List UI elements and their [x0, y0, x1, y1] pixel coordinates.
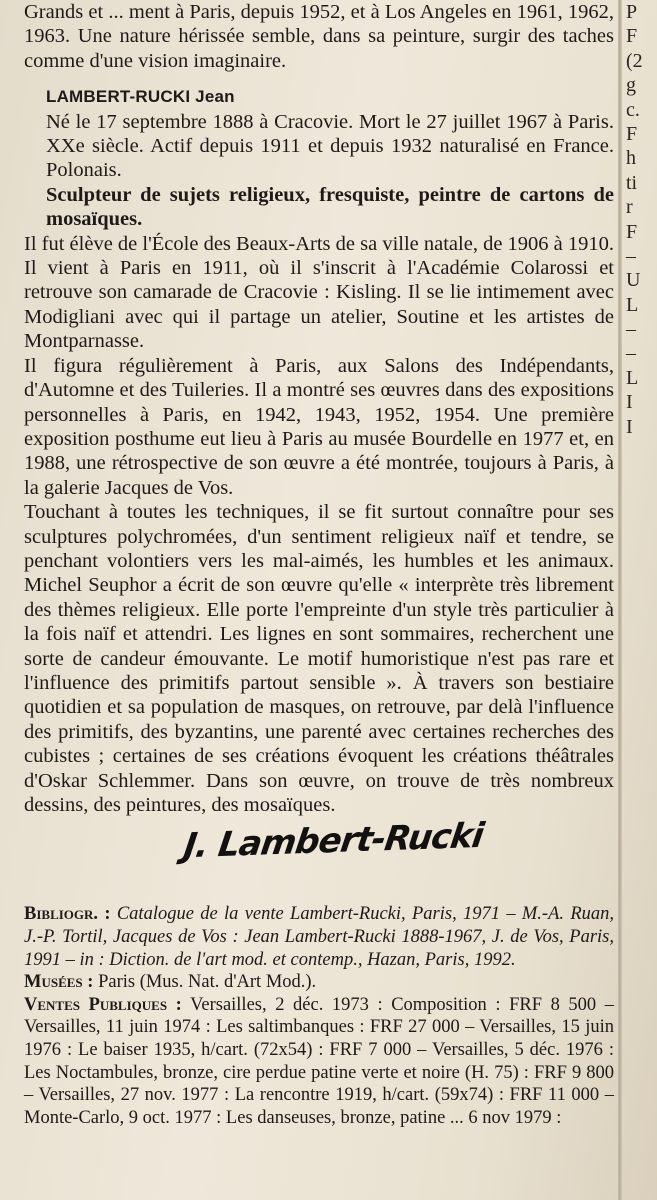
- entry-paragraph-1: Il fut élève de l'École des Beaux-Arts de sa ville natale, de 1906 à 1910. Il vient à Paris en 1911, où il s'inscrit à l'Académie Colarossi et retrouve son camarade de Cracovie : Kisling. Il se lie intimement avec Modigliani avec qui il partage un atelier, Soutine et les artistes de Montparnasse.: [24, 232, 615, 353]
- entry-paragraph-2: Il figura régulièrement à Paris, aux Salons des Indépendants, d'Automne et des Tuileries. Il a montré ses œuvres dans des expositions personnelles à Paris, en 1942, 1943, 1952, 1954. Une première exposition posthume eut lieu à Paris au musée Bourdelle en 1977 et, en 1988, une rétrospective de son œuvre a été montrée, toujours à Paris, à la galerie Jacques de Vos.: [24, 354, 614, 499]
- adjacent-fragment: F: [626, 122, 638, 145]
- public-sales-text: Versailles, 2 déc. 1973 : Composition : FRF 8 500 – Versailles, 11 juin 1974 : Les saltimbanques : FRF 27 000 – Versailles, 15 juin 1976 : Le baiser 1935, h/cart. (72x54) : FRF 7 000 – Versailles, 5 déc. 1976 : Les Noctambules, bronze, cire perdue patine verte et noire (H. 75) : FRF 9 800 – Versailles, 27 nov. 1977 : La rencontre 1919, h/cart. (59x74) : FRF 11 000 – Monte-Carlo, 9 oct. 1977 : Les danseuses, bronze, patine ... 6 nov 1979 :: [24, 994, 614, 1128]
- museums: [24, 971, 614, 994]
- museums-text: Paris (Mus. Nat. d'Art Mod.).: [98, 972, 317, 993]
- dictionary-column: [24, 0, 614, 1129]
- adjacent-fragment: U: [626, 269, 641, 292]
- entry-heading: LAMBERT-RUCKI Jean: [46, 87, 235, 107]
- adjacent-fragment: h: [626, 147, 636, 170]
- adjacent-fragment: P: [626, 1, 638, 23]
- adjacent-fragment: (2: [626, 49, 643, 72]
- entry-role: Sculpteur de sujets religieux, fresquiste, peintre de cartons de mosaïques.: [46, 183, 614, 231]
- previous-entry-text: Grands et ... ment à Paris, depuis 1952, et à Los Angeles en 1961, 1962, 1963. Une nature hérissée semble, dans sa peinture, surgir des taches comme d'une vision imaginaire.: [24, 1, 614, 72]
- adjacent-fragment: I: [626, 391, 633, 414]
- entry-bio: Né le 17 septembre 1888 à Cracovie. Mort le 27 juillet 1967 à Paris. XXe siècle. Actif depuis 1911 et depuis 1932 naturalisé en France. Polonais.: [46, 110, 614, 182]
- adjacent-fragment: –: [626, 244, 636, 267]
- adjacent-fragment: I: [626, 415, 633, 438]
- adjacent-fragment: L: [626, 293, 639, 316]
- public-sales: [24, 994, 614, 1130]
- public-sales-label: Ventes Publiques :: [24, 994, 182, 1015]
- bibliography-label: Bibliogr. :: [24, 904, 111, 925]
- adjacent-fragment: –: [626, 342, 636, 365]
- adjacent-fragment: F: [626, 25, 638, 48]
- adjacent-fragment: ti: [626, 171, 638, 194]
- adjacent-fragment: r: [626, 196, 633, 219]
- bibliography: [24, 903, 614, 971]
- adjacent-fragment: c.: [626, 98, 640, 121]
- adjacent-fragment: g: [626, 74, 636, 97]
- adjacent-fragment: L: [626, 366, 639, 389]
- adjacent-fragment: –: [626, 318, 636, 341]
- entry-paragraph-3: Touchant à toutes les techniques, il se fit surtout connaître pour ses sculptures polychromées, d'un sentiment religieux naïf et tendre, se penchant volontiers vers les mal-aimés, les humbles et les animaux. Michel Seuphor a écrit de son œuvre qu'elle « interprète très librement des thèmes religieux. Elle porte l'empreinte d'un style très particulier à la fois naïf et attendri. Les lignes en sont sommaires, recherchent une sorte de candeur émouvante. Le motif humoristique n'est pas rare et l'influence des primitifs partout sensible ». À travers son bestiaire quotidien et sa population de masques, on retrouve, par delà l'influence des primitifs, des byzantins, une parenté avec certaines recherches des cubistes ; certaines de ses créations évoquent les créations théâtrales d'Oskar Schlemmer. Dans son œuvre, on trouve de très nombreux dessins, des peintures, des mosaïques.: [24, 501, 614, 816]
- museums-label: Musées :: [24, 972, 94, 993]
- adjacent-column-edge: [626, 0, 657, 439]
- page-gutter: [618, 0, 622, 1200]
- adjacent-fragment: F: [626, 220, 638, 243]
- bibliography-text: Catalogue de la vente Lambert-Rucki, Paris, 1971 – M.-A. Ruan, J.-P. Tortil, Jacques de Vos : Jean Lambert-Rucki 1888-1967, J. de Vos, Paris, 1991 – in : Diction. de l'art mod. et contemp., Hazan, Paris, 1992.: [24, 904, 614, 970]
- signature-image: J. Lambert-Rucki: [181, 816, 486, 867]
- artist-signature: [24, 816, 614, 893]
